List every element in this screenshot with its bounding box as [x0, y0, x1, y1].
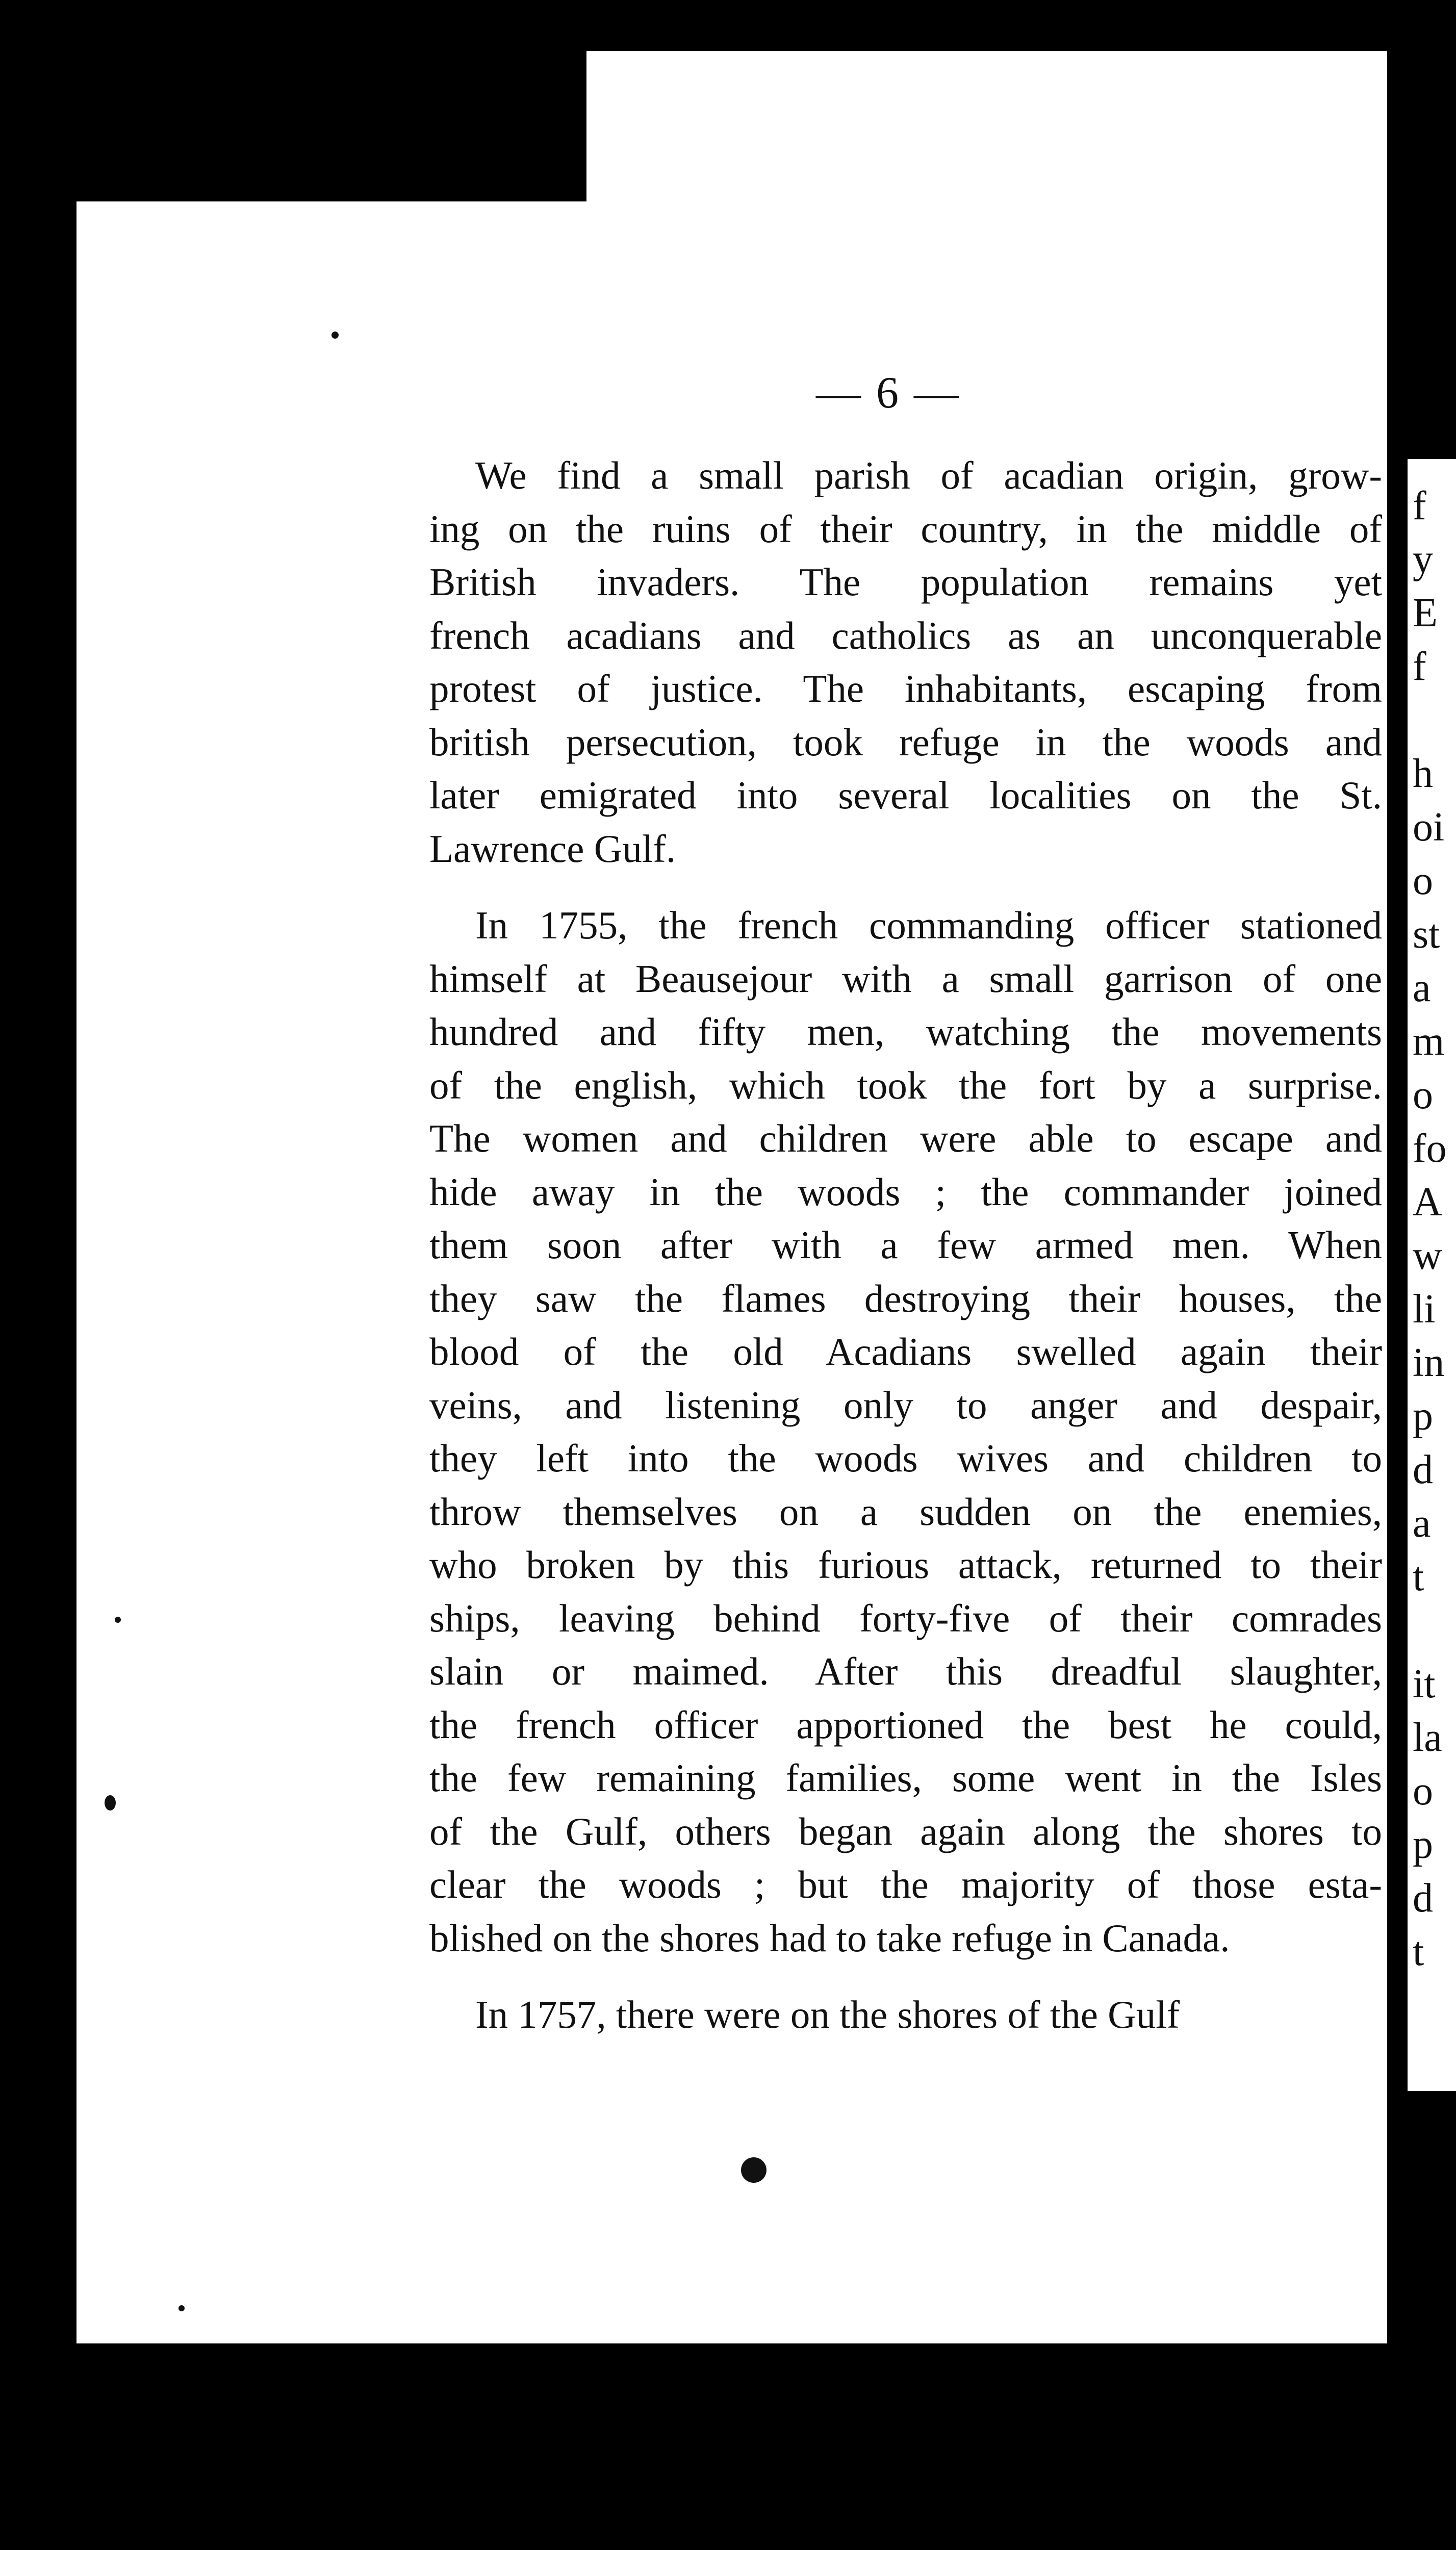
text-line: The women and children were able to escape and	[429, 1116, 1382, 1160]
text-line: hundred and fifty men, watching the movements	[429, 1010, 1382, 1054]
text-line: blished on the shores had to take refuge in Canada.	[429, 1916, 1230, 1960]
adjacent-letter: a	[1413, 965, 1431, 1010]
scan-speck	[115, 1617, 121, 1623]
text-line: of the Gulf, others began again along the shores to	[429, 1809, 1382, 1853]
adjacent-letter	[1413, 1604, 1456, 1658]
scan-speck	[331, 332, 339, 339]
adjacent-letter: p	[1413, 1394, 1433, 1439]
paragraph	[429, 899, 1382, 1965]
adjacent-letter: fo	[1413, 1126, 1447, 1171]
adjacent-letter: d	[1413, 1447, 1433, 1492]
text-line: they left into the woods wives and children to	[429, 1436, 1382, 1480]
body-text	[429, 449, 1382, 2065]
text-line: clear the woods ; but the majority of those esta-	[429, 1863, 1382, 1906]
text-line: ing on the ruins of their country, in the middle of	[429, 506, 1382, 551]
adjacent-letter: oi	[1413, 805, 1445, 850]
adjacent-letter: d	[1413, 1876, 1433, 1921]
adjacent-letter: f	[1413, 483, 1426, 528]
adjacent-letter: p	[1413, 1822, 1433, 1867]
adjacent-letter: h	[1413, 751, 1433, 796]
text-line: blood of the old Acadians swelled again their	[429, 1330, 1382, 1373]
text-line: later emigrated into several localities on the St.	[429, 773, 1382, 817]
text-line: In 1757, there were on the shores of the Gulf	[475, 1993, 1180, 2036]
adjacent-letter: li	[1413, 1287, 1436, 1332]
text-line: We find a small parish of acadian origin, grow-	[475, 453, 1382, 497]
paragraph	[429, 1988, 1382, 2042]
text-line: British invaders. The population remains yet	[429, 560, 1382, 604]
text-line: throw themselves on a sudden on the enemies,	[429, 1489, 1382, 1534]
adjacent-letter: m	[1413, 1019, 1445, 1064]
adjacent-letter: y	[1413, 537, 1433, 582]
adjacent-letter	[1413, 694, 1456, 747]
text-line: In 1755, the french commanding officer stationed	[475, 903, 1382, 947]
adjacent-letter: o	[1413, 1769, 1433, 1814]
adjacent-letter: f	[1413, 644, 1426, 689]
scan-speck	[178, 2305, 185, 2311]
text-line: who broken by this furious attack, returned to their	[429, 1543, 1382, 1587]
adjacent-letter: la	[1413, 1715, 1442, 1760]
adjacent-letter: t	[1413, 1929, 1424, 1974]
adjacent-letter: o	[1413, 1073, 1433, 1117]
page-number: — 6 —	[816, 368, 961, 418]
text-line: them soon after with a few armed men. When	[429, 1223, 1382, 1267]
text-line: veins, and listening only to anger and despair,	[429, 1383, 1382, 1427]
adjacent-letter: a	[1413, 1501, 1431, 1546]
paper-top	[586, 51, 1387, 204]
adjacent-letter: it	[1413, 1662, 1436, 1706]
text-line: hide away in the woods ; the commander joined	[429, 1169, 1382, 1214]
adjacent-page-letters	[1413, 479, 1456, 1979]
text-line: the few remaining families, some went in the Isles	[429, 1756, 1382, 1800]
text-line: protest of justice. The inhabitants, escaping from	[429, 667, 1382, 710]
text-line: himself at Beausejour with a small garrison of one	[429, 956, 1382, 1001]
text-line: they saw the flames destroying their houses, the	[429, 1276, 1382, 1320]
scan-speck	[741, 2157, 767, 2183]
text-line: ships, leaving behind forty-five of their comrades	[429, 1596, 1382, 1640]
adjacent-letter: w	[1413, 1233, 1442, 1278]
adjacent-letter: in	[1413, 1340, 1445, 1385]
text-line: french acadians and catholics as an unconquerable	[429, 613, 1382, 657]
paragraph	[429, 449, 1382, 875]
adjacent-letter: t	[1413, 1554, 1424, 1599]
adjacent-letter: E	[1413, 591, 1438, 635]
text-line: of the english, which took the fort by a surprise.	[429, 1063, 1382, 1107]
adjacent-letter: st	[1413, 912, 1440, 957]
adjacent-letter: A	[1413, 1180, 1442, 1225]
text-line: Lawrence Gulf.	[429, 826, 676, 871]
text-line: slain or maimed. After this dreadful slaughter,	[429, 1649, 1382, 1693]
adjacent-letter: o	[1413, 858, 1433, 903]
scan-speck	[105, 1795, 116, 1810]
text-line: the french officer apportioned the best he could,	[429, 1702, 1382, 1747]
text-line: british persecution, took refuge in the woods and	[429, 720, 1382, 764]
